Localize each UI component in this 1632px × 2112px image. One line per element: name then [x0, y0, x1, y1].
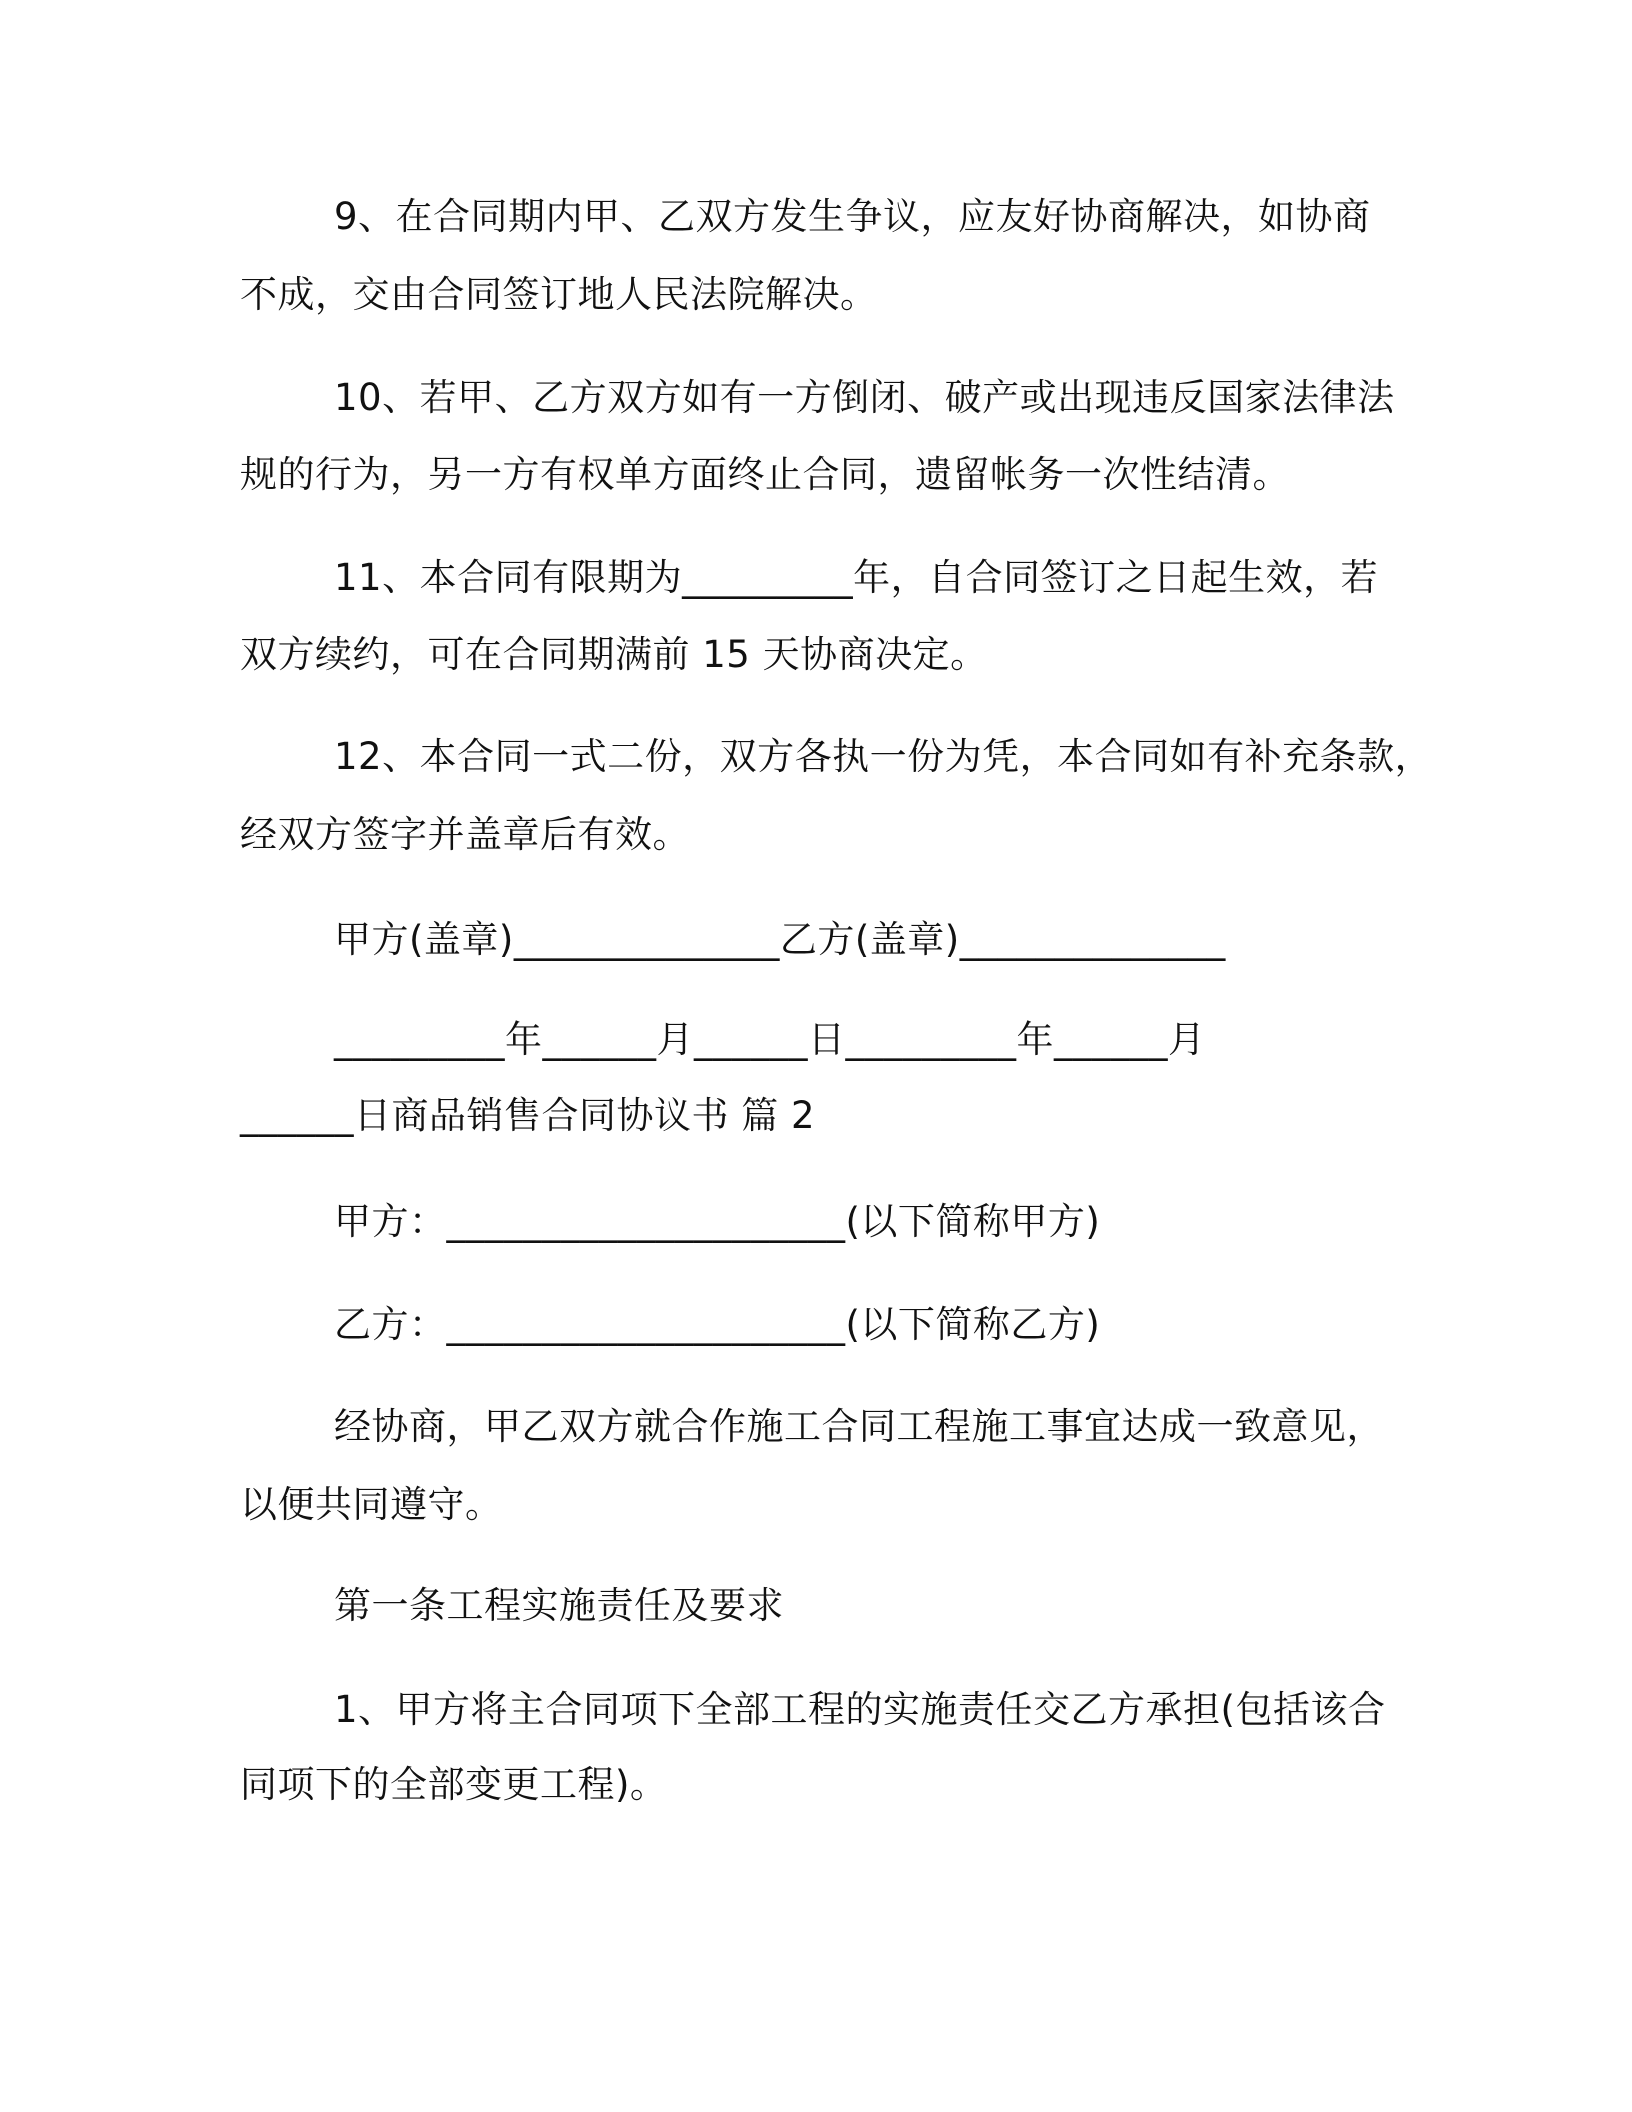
clause-11-line-1: 11、本合同有限期为_________年，自合同签订之日起生效，若 [334, 556, 1379, 599]
date-line-1: _________年______月______日_________年______月 [334, 1018, 1206, 1061]
intro-line-1: 经协商，甲乙双方就合作施工合同工程施工事宜达成一致意见， [334, 1405, 1384, 1448]
clause-9-line-1: 9、在合同期内甲、乙双方发生争议，应友好协商解决，如协商 [334, 195, 1371, 238]
clause-12-line-1: 12、本合同一式二份，双方各执一份为凭，本合同如有补充条款， [334, 735, 1433, 778]
clause-12-line-2: 经双方签字并盖章后有效。 [240, 813, 690, 856]
article-1-item-1-line-1: 1、甲方将主合同项下全部工程的实施责任交乙方承担(包括该合 [334, 1688, 1386, 1731]
date-line-2-and-section-title: ______日商品销售合同协议书 篇 2 [240, 1094, 816, 1137]
party-a-line: 甲方：_____________________(以下简称甲方) [334, 1200, 1101, 1243]
clause-9-line-2: 不成，交由合同签订地人民法院解决。 [240, 273, 878, 316]
clause-10-line-1: 10、若甲、乙方双方如有一方倒闭、破产或出现违反国家法律法 [334, 376, 1395, 419]
article-1-item-1-line-2: 同项下的全部变更工程)。 [240, 1763, 668, 1806]
party-b-line: 乙方：_____________________(以下简称乙方) [334, 1303, 1101, 1346]
clause-10-line-2: 规的行为，另一方有权单方面终止合同，遗留帐务一次性结清。 [240, 453, 1290, 496]
intro-line-2: 以便共同遵守。 [240, 1483, 503, 1526]
signature-line: 甲方(盖章)______________乙方(盖章)______________ [334, 918, 1226, 961]
article-1-heading: 第一条工程实施责任及要求 [334, 1584, 784, 1627]
clause-11-line-2: 双方续约，可在合同期满前 15 天协商决定。 [240, 633, 988, 676]
